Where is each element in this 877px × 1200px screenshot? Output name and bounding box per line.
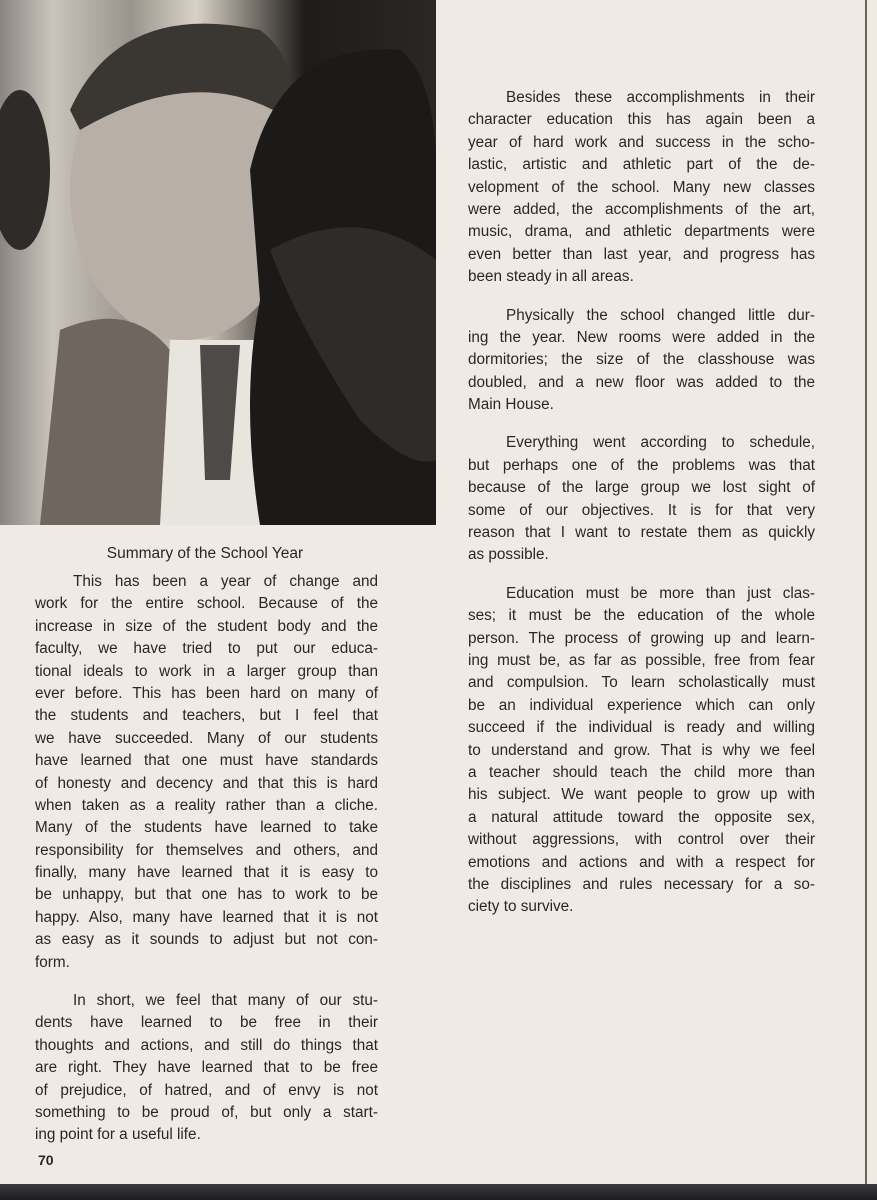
- text-line: have learned that one must have standards: [35, 752, 378, 770]
- right-text-column: [468, 87, 815, 935]
- text-line: year of hard work and success in the scho-: [468, 133, 815, 151]
- paragraph: [468, 87, 815, 289]
- text-line: thoughts and actions, and still do things that: [35, 1036, 378, 1054]
- text-line: were added, the accomplishments of the art,: [468, 200, 815, 218]
- photo-illustration: [0, 0, 436, 525]
- text-line: increase in size of the student body and the: [35, 617, 378, 635]
- text-line: faculty, we have tried to put our educa-: [35, 640, 378, 658]
- text-line: as easy as it sounds to adjust but not con-: [35, 931, 378, 949]
- text-line: dormitories; the size of the classhouse was: [468, 351, 815, 369]
- page-number: 70: [38, 1152, 54, 1168]
- scan-bottom-border: [0, 1184, 877, 1200]
- text-line: work for the entire school. Because of the: [35, 595, 378, 613]
- text-line: form.: [35, 953, 70, 971]
- text-line: something to be proud of, but only a start-: [35, 1103, 378, 1121]
- text-line: without aggressions, with control over their: [468, 831, 815, 849]
- paragraph: [35, 990, 378, 1147]
- text-line: emotions and actions and with a respect for: [468, 853, 815, 871]
- text-line: a teacher should teach the child more than: [468, 763, 815, 781]
- text-line: be unhappy, but that one has to work to be: [35, 886, 378, 904]
- text-line: ing the year. New rooms were added in the: [468, 328, 815, 346]
- text-line: person. The process of growing up and learn-: [468, 629, 815, 647]
- text-line: doubled, and a new floor was added to the: [468, 373, 815, 391]
- text-line: the students and teachers, but I feel that: [35, 707, 378, 725]
- text-line: be an individual experience which can only: [468, 696, 815, 714]
- text-line: ses; it must be the education of the whole: [468, 607, 815, 625]
- text-line: when taken as a reality rather than a cliche.: [35, 796, 378, 814]
- text-line: Physically the school changed little dur-: [506, 306, 815, 324]
- text-line: and compulsion. To learn scholastically must: [468, 674, 815, 692]
- text-line: succeed if the individual is ready and willing: [468, 719, 815, 737]
- paragraph: [468, 583, 815, 919]
- paragraph: [468, 305, 815, 417]
- text-line: his subject. We want people to grow up with: [468, 786, 815, 804]
- section-heading: Summary of the School Year: [106, 545, 304, 562]
- text-line: ing point for a useful life.: [35, 1126, 201, 1144]
- photo-two-people: [0, 0, 436, 525]
- text-line: In short, we feel that many of our stu-: [73, 992, 378, 1010]
- text-line: but perhaps one of the problems was that: [468, 456, 815, 474]
- text-line: happy. Also, many have learned that it is not: [35, 908, 378, 926]
- text-line: Main House.: [468, 396, 554, 414]
- paragraph: [468, 432, 815, 566]
- text-line: to understand and grow. That is why we feel: [468, 741, 815, 759]
- text-line: Everything went according to schedule,: [506, 434, 815, 452]
- text-line: music, drama, and athletic departments were: [468, 223, 815, 241]
- text-line: velopment of the school. Many new classes: [468, 178, 815, 196]
- text-line: Many of the students have learned to take: [35, 819, 378, 837]
- text-line: responsibility for themselves and others, and: [35, 841, 378, 859]
- text-line: ing must be, as far as possible, free from fear: [468, 651, 815, 669]
- text-line: finally, many have learned that it is easy to: [35, 864, 378, 882]
- text-line: the disciplines and rules necessary for a so-: [468, 875, 815, 893]
- text-line: Education must be more than just clas-: [506, 584, 815, 602]
- text-line: some of our objectives. It is for that very: [468, 501, 815, 519]
- text-line: character education this has again been a: [468, 111, 815, 129]
- text-line: This has been a year of change and: [73, 573, 378, 590]
- text-line: we have succeeded. Many of our students: [35, 729, 378, 747]
- text-line: are right. They have learned that to be free: [35, 1059, 378, 1077]
- text-line: a natural attitude toward the opposite sex,: [468, 808, 815, 826]
- text-line: been steady in all areas.: [468, 268, 634, 286]
- text-line: dents have learned to be free in their: [35, 1014, 378, 1032]
- text-line: Besides these accomplishments in their: [506, 89, 815, 106]
- text-line: of honesty and decency and that this is hard: [35, 774, 378, 792]
- left-text-column: [35, 571, 378, 1163]
- text-line: reason that I want to restate them as quickly: [468, 524, 815, 542]
- text-line: ever before. This has been hard on many of: [35, 684, 378, 702]
- text-line: as possible.: [468, 546, 549, 564]
- text-line: lastic, artistic and athletic part of the de-: [468, 156, 815, 174]
- text-line: tional ideals to work in a larger group than: [35, 662, 378, 680]
- text-line: of prejudice, of hatred, and of envy is not: [35, 1081, 378, 1099]
- text-line: even better than last year, and progress has: [468, 245, 815, 263]
- page-edge: [865, 0, 867, 1185]
- text-line: ciety to survive.: [468, 898, 574, 916]
- text-line: because of the large group we lost sight of: [468, 479, 815, 497]
- paragraph: [35, 571, 378, 974]
